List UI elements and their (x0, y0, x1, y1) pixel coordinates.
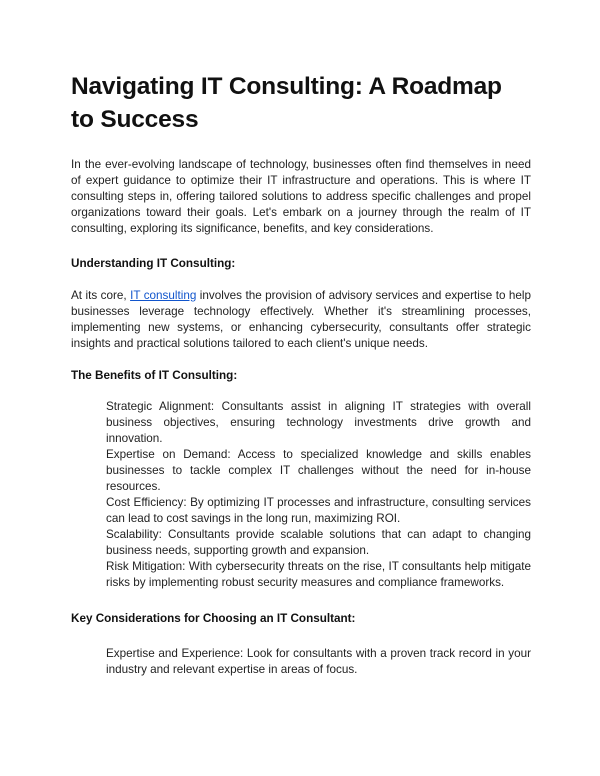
understanding-paragraph (71, 288, 531, 352)
section-heading-benefits: The Benefits of IT Consulting: (71, 369, 238, 382)
understanding-text-start: At its core, (71, 289, 131, 302)
document-title: Navigating IT Consulting: A Roadmap to Success (71, 73, 502, 133)
understanding-text-end: involves the provision of advisory services and expertise to help businesses leverage technology effectively. Whether it's streamlining processes, implementing new systems, or enhancing cybersecurity, consultants offer strategic insights and practical solutions tailored to each client's unique needs. (71, 289, 531, 350)
list-item: Strategic Alignment: Consultants assist in aligning IT strategies with overall business objectives, ensuring technology investments drive growth and innovation. (106, 400, 531, 445)
document-page (71, 70, 531, 678)
list-item: Expertise and Experience: Look for consultants with a proven track record in your industry and relevant expertise in areas of focus. (106, 647, 531, 676)
list-item: Cost Efficiency: By optimizing IT processes and infrastructure, consulting services can lead to cost savings in the long run, maximizing ROI. (106, 496, 531, 525)
list-item: Scalability: Consultants provide scalable solutions that can adapt to changing business needs, supporting growth and expansion. (106, 528, 531, 557)
section-heading-understanding: Understanding IT Consulting: (71, 257, 236, 270)
intro-paragraph: In the ever-evolving landscape of technology, businesses often find themselves in need of expert guidance to optimize their IT infrastructure and operations. This is where IT consulting steps in, offering tailored solutions to address specific challenges and propel organizations toward their goals. Let's embark on a journey through the realm of IT consulting, exploring its significance, benefits, and key considerations. (71, 158, 531, 235)
section-heading-key-considerations: Key Considerations for Choosing an IT Consultant: (71, 612, 356, 625)
it-consulting-link[interactable]: IT consulting (130, 289, 197, 302)
list-item: Risk Mitigation: With cybersecurity threats on the rise, IT consultants help mitigate risks by implementing robust security measures and compliance frameworks. (106, 560, 531, 589)
list-item: Expertise on Demand: Access to specialized knowledge and skills enables businesses to tackle complex IT challenges without the need for in-house resources. (106, 448, 531, 493)
benefits-list (71, 399, 531, 591)
key-considerations-list (71, 646, 531, 678)
